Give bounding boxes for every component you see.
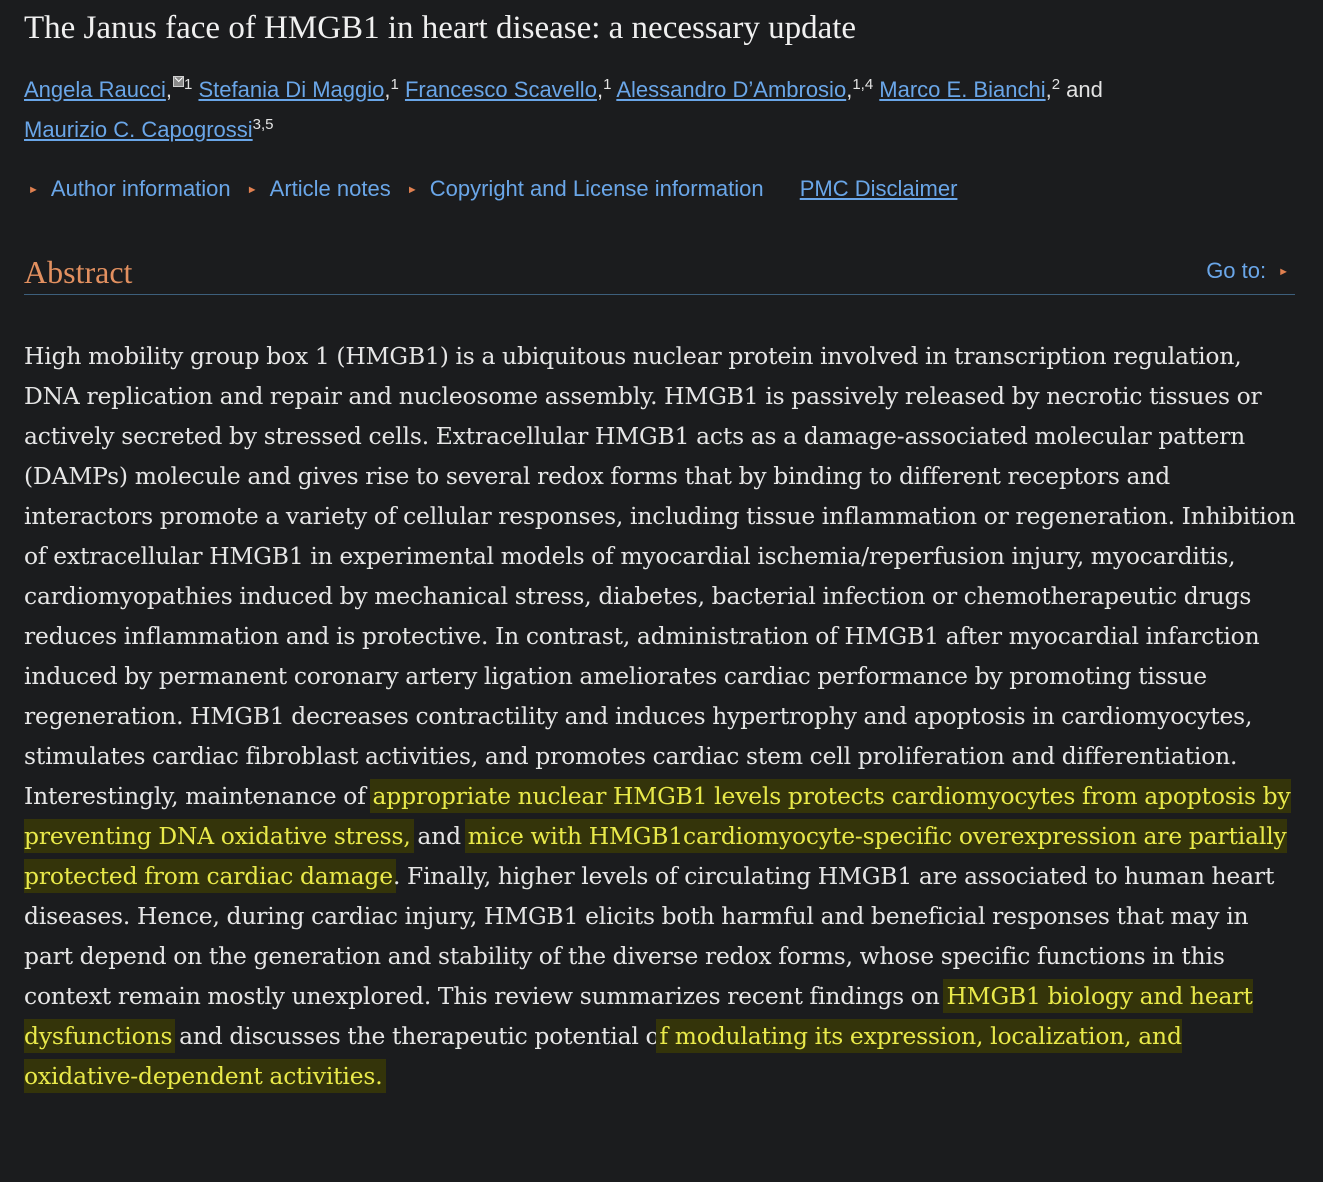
pmc-disclaimer-link[interactable]: PMC Disclaimer xyxy=(799,176,958,201)
triangle-right-icon: ► xyxy=(1278,266,1289,278)
affiliation-superscript: 2 xyxy=(1051,76,1061,93)
highlighted-text: appropriate nuclear HMGB1 levels protects cardiomyocytes from apoptosis by preventing DNA oxidative stress, xyxy=(24,782,1291,850)
triangle-right-icon: ► xyxy=(406,184,418,196)
email-icon[interactable] xyxy=(173,76,184,87)
abstract-segment: High mobility group box 1 (HMGB1) is a ubiquitous nuclear protein involved in transcription regulation, DNA replication and repair and nucleosome assembly. HMGB1 is passively released by necrotic tissues or actively secreted by stressed cells. Extracellular HMGB1 acts as a damage-associated molecular pattern (DAMPs) molecule and gives rise to several redox forms that by binding to different receptors and interactors promote a variety of cellular responses, including tissue inflammation or regeneration. Inhibition of extracellular HMGB1 in experimental models of myocardial ischemia/reperfusion injury, myocarditis, cardiomyopathies induced by mechanical stress, diabetes, bacterial infection or chemotherapeutic drugs reduces inflammation and is protective. In contrast, administration of HMGB1 after myocardial infarction induced by permanent coronary artery ligation ameliorates cardiac performance by promoting tissue regeneration. HMGB1 decreases contractility and induces hypertrophy and apoptosis in cardiomyocytes, stimulates cardiac fibroblast activities, and promotes cardiac stem cell proliferation and differentiation. Interestingly, maintenance of xyxy=(24,342,1296,810)
author-link[interactable]: Stefania Di Maggio xyxy=(198,77,385,102)
author-link[interactable]: Alessandro D’Ambrosio xyxy=(616,77,847,102)
goto-menu[interactable] xyxy=(1206,258,1289,284)
author-information-link[interactable]: Author information xyxy=(50,176,231,201)
article-notes-toggle[interactable] xyxy=(247,176,407,201)
author-and: and xyxy=(1060,77,1103,102)
author-information-toggle[interactable] xyxy=(28,176,247,201)
author-link[interactable]: Angela Raucci xyxy=(24,77,166,102)
author-link[interactable]: Maurizio C. Capogrossi xyxy=(24,117,253,142)
article-title: The Janus face of HMGB1 in heart disease: a necessary update xyxy=(24,10,857,46)
highlighted-text: HMGB1 biology and heart dysfunctions xyxy=(24,982,1253,1050)
affiliation-superscript: 3,5 xyxy=(252,116,274,133)
affiliation-superscript: 1,4 xyxy=(852,76,874,93)
abstract-header xyxy=(24,250,1295,295)
author-list: Angela Raucci, $^1$ Stefania Di Maggio,$^1$ Francesco Scavello,$^1$ Alessandro D’Ambrosio,$^{1,4}$ Marco E. Bianchi,$^2$ and Maurizio C. Capogrossi$^{3,5}$ xyxy=(24,76,1103,142)
triangle-right-icon: ► xyxy=(28,184,39,196)
highlighted-text: mice with HMGB1cardiomyocyte-specific overexpression are partially protected from cardiac damage xyxy=(24,822,1287,890)
affiliation-superscript: 1 xyxy=(603,76,612,93)
author-link[interactable]: Francesco Scavello xyxy=(404,77,597,102)
author-link[interactable]: Marco E. Bianchi xyxy=(879,77,1046,102)
abstract-segment: and xyxy=(410,822,468,850)
triangle-right-icon: ► xyxy=(246,184,258,196)
abstract-segment: and discusses the therapeutic potential o xyxy=(172,1022,660,1050)
goto-label: Go to: xyxy=(1206,258,1267,283)
abstract-text xyxy=(24,336,1299,1096)
article-notes-link[interactable]: Article notes xyxy=(269,176,391,201)
abstract-segment: . Finally, higher levels of circulating HMGB1 are associated to human heart diseases. Hence, during cardiac injury, HMGB1 elicits both harmful and beneficial responses that may in part depend on the generation and stability of the diverse redox forms, whose specific functions in this context remain mostly unexplored. This review summarizes recent findings on xyxy=(24,862,1275,1010)
copyright-toggle[interactable] xyxy=(407,176,780,201)
copyright-license-link[interactable]: Copyright and License information xyxy=(429,176,764,201)
article-info-links xyxy=(28,171,957,208)
abstract-heading: Abstract xyxy=(24,254,133,290)
affiliation-superscript: 1 xyxy=(184,76,193,93)
affiliation-superscript: 1 xyxy=(390,76,399,93)
highlighted-text: f modulating its expression, localization, and oxidative-dependent activities. xyxy=(24,1022,1182,1090)
